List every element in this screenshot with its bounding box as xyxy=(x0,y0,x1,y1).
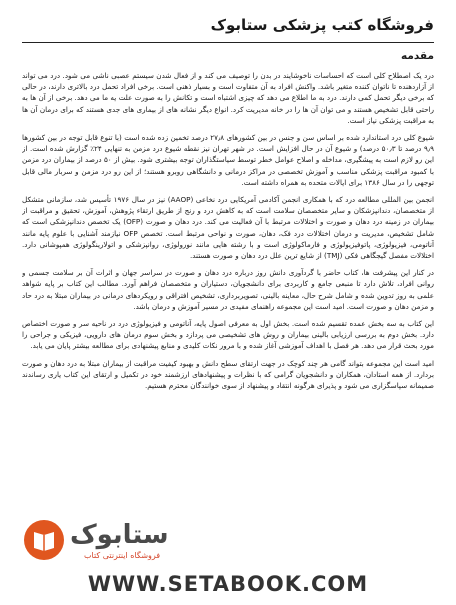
paragraph: انجمن بین المللی مطالعه درد که با همکاری انجمن آکادمی آمریکایی درد نخاعی (AAOP) نیز در سال ۱۹۷۶ تأسیس شد، سازمانی متشکل از متخصصان، دندانپزشکان و سایر متخصصان سلامت است که به کاهش درد و رنج از طریق ارتقاء پژوهش، آموزش، تحقیق و مراقبت از بیماران در زمینه درد دهان و صورت و اختلالات مرتبط با آن فعالیت می کند. درد دهان و صورت (OFP) یک تخصص دندانپزشکی است که شامل تشخیص، مدیریت و درمان اختلالات درد فک، دهان، صورت و نواحی مرتبط است. تخصص OFP نیازمند آشنایی با علوم پایه مانند آناتومی، فیزیولوژی، پاتوفیزیولوژی و فارماکولوژی است و با رشته هایی مانند نورولوژی، روانپزشکی و اتولارینگولوژی همپوشانی دارد. اختلالات مفصل گیجگاهی فکی (TMJ) از شایع ترین علل درد دهان و صورت هستند. xyxy=(22,195,434,261)
section-title: مقدمه xyxy=(401,50,434,62)
brand-name: ستابوک xyxy=(70,520,169,550)
paragraph: شیوع کلی درد استاندارد شده بر اساس سن و جنس در بین کشورهای ۲۷٫۸ درصد تخمین زده شده است (با تنوع قابل توجه در بین کشورها ۹٫۹ درصد تا ۵۰٫۳ درصد) و شیوع آن در حال افزایش است. در شهر تهران نیز نقطه شیوع درد مزمن به تنهایی ۲۴٪ گزارش شده است. از این رو لازم است به پیشگیری، مداخله و اصلاح عوامل خطر توسط سیاستگذاران توجه بیشتری شود. بیش از ۵۰ درصد از بیماران درد مزمن با کمبود مراقبت پزشکی مناسب و آموزش تخصصی در مراکز درمانی و دانشگاهی روبرو هستند؛ از این رو درد مزمن و سربار مالی قابل توجهی را در سال ۱۳۸۶ برای ایالات متحده به همراه داشته است. xyxy=(22,133,434,187)
body-text xyxy=(22,70,434,520)
footer-url: WWW.SETABOOK.COM xyxy=(87,572,369,596)
paragraph: امید است این مجموعه بتواند گامی هر چند کوچک در جهت ارتقای سطح دانش و بهبود کیفیت مراقبت از بیماران مبتلا به درد دهان و صورت بردارد. از همه استادان، همکاران و دانشجویان گرامی که با نظرات و پیشنهادهای ارزشمند خود در تکمیل و ارتقای این کتاب یاری رساندند صمیمانه سپاسگزاری می شود و پذیرای هرگونه انتقاد و پیشنهاد از سوی خوانندگان محترم هستیم. xyxy=(22,358,434,391)
page-header xyxy=(22,14,434,40)
page-title: فروشگاه کتب پزشکی ستابوک xyxy=(210,16,434,34)
paragraph: این کتاب به سه بخش عمده تقسیم شده است. بخش اول به معرفی اصول پایه، آناتومی و فیزیولوژی درد در ناحیه سر و صورت اختصاص دارد. بخش دوم به بررسی ارزیابی بالینی بیماران و روش های تشخیصی می پردازد و بخش سوم درمان های دارویی، فیزیکی و جراحی را مورد بحث قرار می دهد. هر فصل با اهداف آموزشی آغاز شده و با مرور نکات کلیدی و منابع پیشنهادی برای مطالعه بیشتر پایان می یابد. xyxy=(22,319,434,351)
book-logo-icon xyxy=(22,518,66,562)
setabook-logo xyxy=(22,516,218,566)
paragraph: درد یک اصطلاح کلی است که احساسات ناخوشایند در بدن را توصیف می کند و از فعال شدن سیستم عصبی ناشی می شود. درد می تواند از آزاردهنده تا ناتوان کننده متغیر باشد. واکنش افراد به آن متفاوت است و بسیار ذهنی است. برخی افراد تحمل درد بالاتری دارند، در حالی که برخی دیگر تحمل کمی دارند. درد به ما اطلاع می دهد که چیزی اشتباه است و تکانش را به صورت علت یه ما می دهد. برخی از آن ها به راحتی قابل تشخیص هستند و می توان آن ها را در خانه مدیریت کرد. انواع دیگر نشانه های از بیماری های جدی هستند که برای درمان آن ها به مراقبت پزشکی نیاز است. xyxy=(22,71,434,125)
paragraph: در کنار این پیشرفت ها، کتاب حاضر با گردآوری دانش روز درباره درد دهان و صورت در سراسر جهان و اثرات آن بر سلامت جسمی و روانی افراد، تلاش دارد تا منبعی جامع و کاربردی برای دانشجویان، دستیاران و متخصصان فراهم آورد. مطالب این کتاب بر پایه شواهد علمی به روز تدوین شده و شامل شرح حال، معاینه بالینی، تصویربرداری، تشخیص افتراقی و رویکردهای درمانی در بیماران مبتلا به درد حاد و مزمن دهان و صورت است. امید است این مجموعه راهنمای مفیدی در مسیر آموزش و درمان باشد. xyxy=(22,268,434,311)
header-divider xyxy=(22,42,434,43)
brand-tagline: فروشگاه اینترنتی کتاب xyxy=(84,551,161,560)
